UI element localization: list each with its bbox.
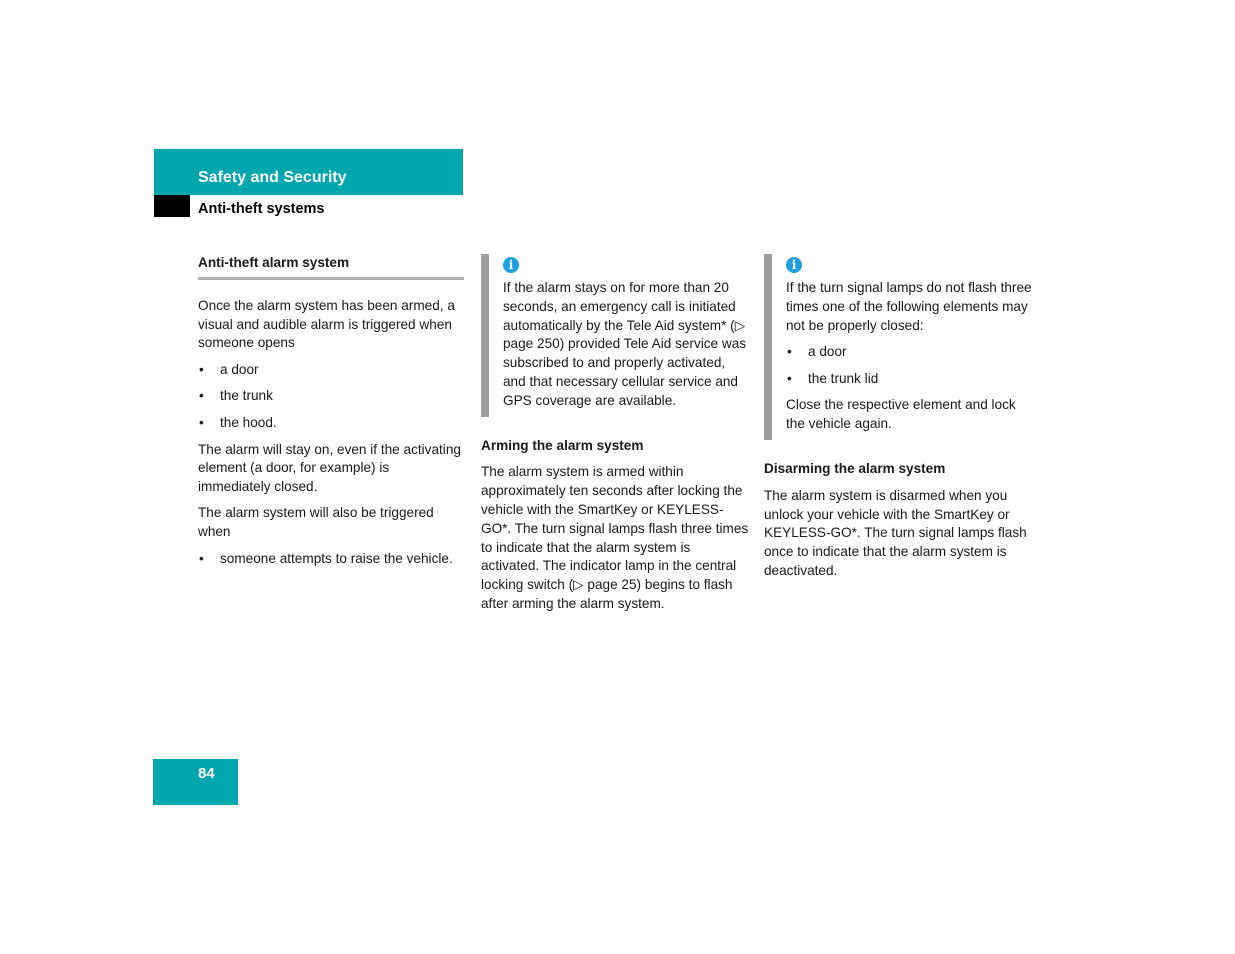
info-note-text: If the turn signal lamps do not flash three times one of the following elements may not be properly closed: <box>786 280 1032 333</box>
info-note <box>481 254 749 417</box>
info-note-text: If the alarm stays on for more than 20 seconds, an emergency call is initiated automatically by the Tele Aid system* (▷ page 250) provided Tele Aid service was subscribed to and properly activated, and that necessary cellular service and GPS coverage are available. <box>503 280 747 408</box>
subsection-title: Anti-theft systems <box>198 201 325 217</box>
list-item: • the trunk lid <box>786 370 1032 389</box>
info-icon: i <box>786 257 802 273</box>
disarming-heading: Disarming the alarm system <box>764 461 946 477</box>
list-item: • the trunk <box>198 387 464 406</box>
section-title: Safety and Security <box>198 169 347 186</box>
trigger-list-2 <box>198 550 464 569</box>
column-disarming <box>764 254 1032 581</box>
arming-text: The alarm system is armed within approximately ten seconds after locking the vehicle with the SmartKey or KEYLESS-GO*. The turn signal lamps flash three times to indicate that the alarm system is activated. The indicator lamp in the central locking switch (▷ page 25) begins to flash after arming the alarm system. <box>481 464 749 611</box>
list-item: • a door <box>198 361 464 380</box>
page-number: 84 <box>198 765 215 782</box>
disarming-text: The alarm system is disarmed when you unlock your vehicle with the SmartKey or KEYLESS-GO*. The turn signal lamps flash once to indicate that the alarm system is deactivated. <box>764 487 1027 579</box>
info-icon: i <box>503 257 519 273</box>
list-item: • the hood. <box>198 414 464 433</box>
column-alarm-overview <box>198 254 464 576</box>
section-marker <box>154 195 190 217</box>
list-item: • a door <box>786 343 1032 362</box>
alarm-system-heading: Anti-theft alarm system <box>198 254 464 280</box>
trigger-list <box>198 361 464 432</box>
alarm-raise-text: The alarm system will also be triggered when <box>198 504 434 539</box>
alarm-stay-on-text: The alarm will stay on, even if the activating element (a door, for example) is immediately closed. <box>198 441 461 495</box>
note-element-list <box>786 343 1032 388</box>
info-note <box>764 254 1032 440</box>
list-item: • someone attempts to raise the vehicle. <box>198 550 464 569</box>
page-number-box <box>153 759 238 805</box>
column-arming <box>481 254 749 614</box>
alarm-intro-text: Once the alarm system has been armed, a visual and audible alarm is triggered when someone opens <box>198 297 455 351</box>
arming-heading: Arming the alarm system <box>481 437 644 453</box>
info-note-text-2: Close the respective element and lock the vehicle again. <box>786 397 1016 432</box>
